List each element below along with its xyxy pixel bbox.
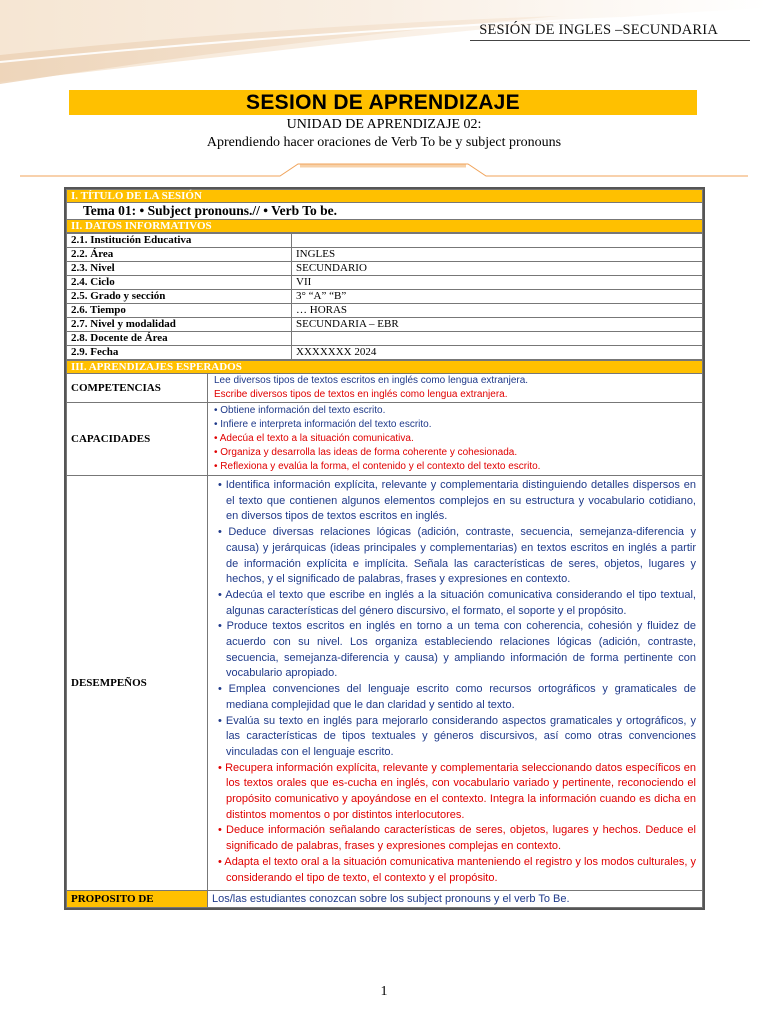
header-wave-decoration (0, 0, 768, 88)
capacidades-label: CAPACIDADES (67, 403, 208, 476)
capacidad-item: • Infiere e interpreta información del texto escrito. (214, 419, 432, 430)
desempeno-item: • Recupera información explícita, relevante y complementaria seleccionando datos específicos en los textos orales que es-cucha en inglés, con vocabulario variado y pertinente, reconociendo el propósito comunicativo y apoyándose en el contexto. Integra la información cuando es dicha en distintos momentos o por distintos interlocutores. (218, 761, 696, 821)
header-band (0, 0, 768, 88)
info-table (66, 233, 703, 360)
session-table (64, 187, 705, 910)
proposito-row (67, 891, 703, 908)
competencias-cell (208, 374, 703, 403)
capacidades-cell (208, 403, 703, 476)
table-row: 2.4. Ciclo VII (67, 276, 703, 290)
header-title: SESIÓN DE INGLES –SECUNDARIA (479, 22, 718, 38)
section-header-aprendizajes: III. APRENDIZAJES ESPERADOS (67, 361, 703, 374)
capacidad-item: • Organiza y desarrolla las ideas de forma coherente y cohesionada. (214, 447, 518, 458)
unit-subtitle: Aprendiendo hacer oraciones de Verb To be y subject pronouns (206, 135, 562, 150)
header-rule (470, 40, 750, 41)
tema-row (67, 203, 703, 220)
capacidad-item: • Adecúa el texto a la situación comunicativa. (214, 433, 414, 444)
desempenos-cell (208, 476, 703, 891)
session-title: SESION DE APRENDIZAJE (246, 90, 520, 114)
divider-decoration (0, 160, 768, 186)
section-header-titulo: I. TÍTULO DE LA SESIÓN (67, 190, 703, 203)
desempeno-item: • Adapta el texto oral a la situación comunicativa manteniendo el registro y los modos culturales, y considerando el tipo de texto, el contexto y el propósito. (218, 855, 696, 884)
session-title-bar (69, 90, 697, 115)
table-row: 2.5. Grado y sección 3° “A” “B” (67, 290, 703, 304)
desempeno-item: • Deduce diversas relaciones lógicas (adición, contraste, secuencia, semejanza-diferencia y causa) y jerárquicas (ideas principales y complementarias) en textos escritos en inglés a partir de información explícita e implícita. Señala las características de seres, objetos, lugares y hechos, y el significado de palabras, frases y expresiones en contexto. (218, 526, 696, 586)
competencia-item: Escribe diversos tipos de textos en inglés como lengua extranjera. (214, 389, 508, 400)
table-row: 2.8. Docente de Área (67, 332, 703, 346)
desempeno-item: • Emplea convenciones del lenguaje escrito como recursos ortográficos y gramaticales de mediana complejidad que le dan claridad y sentido al texto. (218, 683, 696, 711)
desempeno-item: • Deduce información señalando características de seres, objetos, lugares y hechos. Deduce el significado de palabras, frases y expresiones complejas en contexto. (218, 824, 696, 853)
unit-heading: UNIDAD DE APRENDIZAJE 02: (286, 117, 482, 132)
proposito-label: PROPOSITO DE (67, 891, 208, 908)
section-header-datos: II. DATOS INFORMATIVOS (67, 220, 703, 233)
desempeno-item: • Identifica información explícita, relevante y complementaria distinguiendo detalles dispersos en el texto que contienen algunos elementos complejos en su estructura y vocabulario cotidiano, en diversos tipos de textos escritos en inglés. (218, 479, 696, 523)
competencia-item: Lee diversos tipos de textos escritos en inglés como lengua extranjera. (214, 375, 529, 386)
competencias-label: COMPETENCIAS (67, 374, 208, 403)
table-row: 2.2. Área INGLES (67, 248, 703, 262)
capacidad-item: • Obtiene información del texto escrito. (214, 405, 386, 416)
tema-text: Tema 01: • Subject pronouns.// • Verb To be. (67, 203, 703, 220)
page-number: 1 (380, 984, 388, 999)
desempeno-item: • Produce textos escritos en inglés en torno a un tema con coherencia, cohesión y fluidez de acuerdo con su nivel. Los organiza estableciendo relaciones lógicas (adición, contraste, secuencia, semejanza-diferencia y causa) y ampliando información de forma pertinente con vocabulario apropiado. (218, 620, 696, 680)
table-row: 2.3. Nivel SECUNDARIO (67, 262, 703, 276)
table-row: 2.1. Institución Educativa (67, 234, 703, 248)
table-row: 2.6. Tiempo … HORAS (67, 304, 703, 318)
competencias-row (67, 374, 703, 403)
proposito-value: Los/las estudiantes conozcan sobre los subject pronouns y el verb To Be. (208, 891, 703, 908)
capacidades-row (67, 403, 703, 476)
desempenos-label: DESEMPEÑOS (67, 476, 208, 891)
desempeno-item: • Evalúa su texto en inglés para mejorarlo considerando aspectos gramaticales y ortográficos, y las características de tipos textuales y géneros discursivos, así como otras convenciones vinculadas con el lenguaje escrito. (218, 714, 696, 758)
desempenos-row (67, 476, 703, 891)
capacidad-item: • Reflexiona y evalúa la forma, el contenido y el contexto del texto escrito. (214, 461, 541, 472)
table-row: 2.7. Nivel y modalidad SECUNDARIA – EBR (67, 318, 703, 332)
desempeno-item: • Adecúa el texto que escribe en inglés a la situación comunicativa considerando el tipo textual, algunas características del género discursivo, el formato, el soporte y el propósito. (218, 588, 696, 617)
table-row: 2.9. Fecha XXXXXXX 2024 (67, 346, 703, 360)
